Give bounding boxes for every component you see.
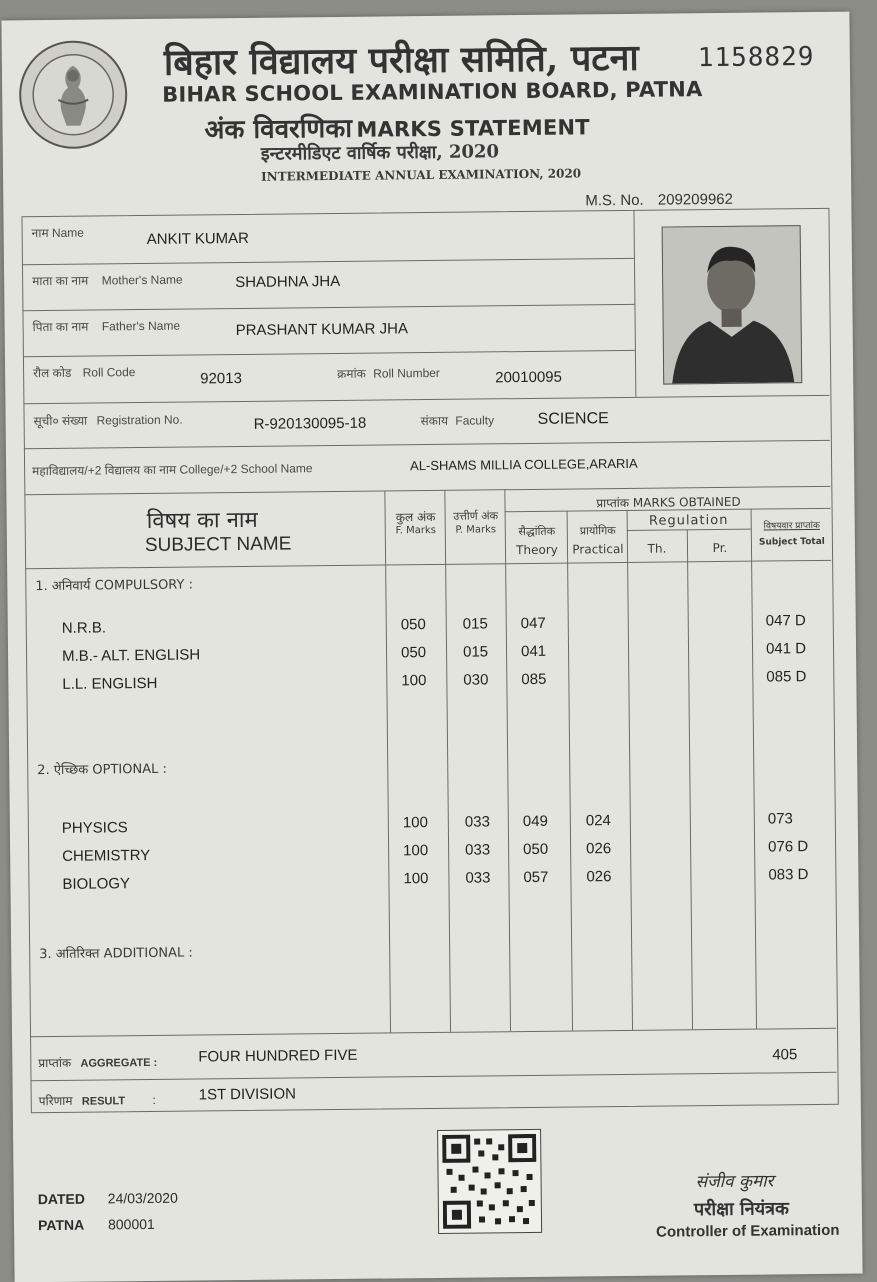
pass-marks-hindi: उत्तीर्ण अंक [453,509,499,523]
issue-date: 24/03/2020 [107,1189,178,1207]
subject-name: BIOLOGY [62,875,131,893]
subject-header-english: SUBJECT NAME [144,533,292,557]
aggregate-label [38,1053,157,1071]
subject-total: 047 D [765,612,806,630]
registration-label [34,411,183,430]
ms-number-label: M.S. No. [585,191,644,210]
optional-section-label: 2. ऐच्छिक OPTIONAL : [37,761,167,779]
marks-statement-sheet [1,12,862,1282]
subject-total: 085 D [766,668,807,686]
theory-marks: 047 [520,614,546,633]
subject-name: N.R.B. [61,619,107,637]
subject-total-hindi: विषयवार प्राप्तांक [763,520,820,532]
subject-total: 041 D [765,640,807,658]
practical-english: Practical [572,541,624,557]
roll-number: 20010095 [495,368,563,387]
roll-number-label [337,364,440,382]
board-name-english: BIHAR SCHOOL EXAMINATION BOARD, PATNA [162,77,703,107]
subject-name: L.L. ENGLISH [62,674,158,693]
pin-code: 800001 [107,1215,155,1233]
faculty: SCIENCE [537,410,609,428]
student-name: ANKIT KUMAR [146,229,250,248]
roll-number-label-english: Roll Number [373,365,440,381]
full-marks: 050 [400,616,426,634]
full-marks-header [387,510,445,539]
father-label-english: Father's Name [101,318,181,334]
full-marks: 100 [403,870,429,888]
dated-block [38,1185,179,1238]
result-colon: : [152,1092,156,1107]
theory-marks: 049 [522,812,548,831]
practical-header [569,522,627,559]
subject-total-english: Subject Total [758,536,825,548]
marks-obtained-header: प्राप्तांक MARKS OBTAINED [596,494,741,511]
ms-number [585,191,733,210]
roll-code-label-english: Roll Code [82,365,136,380]
board-seal-logo [18,39,129,150]
practical-hindi: प्रायोगिक [579,524,616,538]
mother-label-english: Mother's Name [101,272,183,288]
subject-total: 076 D [768,838,809,856]
statement-title-hindi: अंक विवरणिका [204,113,353,146]
mother-label-hindi: माता का नाम [32,273,89,289]
theory-marks: 085 [521,670,547,689]
result-label-english: RESULT [81,1095,126,1108]
theory-hindi: सैद्धांतिक [518,524,556,539]
registration-label-hindi: सूची० संख्या [33,413,88,429]
subject-name: CHEMISTRY [62,846,151,865]
theory-english: Theory [516,542,558,558]
pass-marks-english: P. Marks [455,524,497,536]
dated-label: DATED [37,1190,86,1208]
aggregate-words: FOUR HUNDRED FIVE [198,1046,358,1066]
student-photo [662,225,803,384]
compulsory-section-label: 1. अनिवार्य COMPULSORY : [35,577,194,595]
subject-header-hindi: विषय का नाम [146,507,258,534]
name-label: नाम Name [31,225,85,241]
full-marks: 100 [401,672,427,690]
full-marks: 100 [403,842,429,860]
practical-marks: 024 [585,812,611,830]
subject-name: PHYSICS [61,819,128,837]
mother-name-label [32,271,183,290]
exam-name-hindi: इन्टरमीडिएट वार्षिक परीक्षा, 2020 [260,141,500,165]
registration-number: R-920130095-18 [253,414,367,433]
controller-title-english: Controller of Examination [656,1221,840,1241]
roll-code-label-hindi: रौल कोड [33,365,72,381]
college-name: AL-SHAMS MILLIA COLLEGE,ARARIA [410,455,638,474]
subject-name: M.B.- ALT. ENGLISH [61,646,201,665]
college-label: महाविद्यालय/+2 विद्यालय का नाम College/+2 School Name [32,461,313,479]
aggregate-value: 405 [772,1046,798,1064]
full-marks-english: F. Marks [395,524,437,537]
roll-code: 92013 [200,369,242,388]
practical-marks: 026 [586,840,612,858]
result-value: 1ST DIVISION [198,1085,297,1104]
regulation-practical-header: Pr. [712,540,728,556]
registration-label-english: Registration No. [96,412,183,428]
pass-marks: 030 [463,671,489,689]
place-label: PATNA [37,1216,85,1234]
theory-header [507,523,567,560]
pass-marks: 033 [465,841,491,859]
statement-title-english: MARKS STATEMENT [356,115,590,142]
board-name-hindi: बिहार विद्यालय परीक्षा समिति, पटना [163,36,639,84]
roll-code-label [33,363,135,381]
controller-title-hindi: परीक्षा नियंत्रक [693,1198,789,1221]
subject-total-header [753,518,831,551]
serial-number: 1158829 [697,41,815,74]
aggregate-label-english: AGGREGATE : [80,1056,158,1070]
qr-code [437,1129,542,1234]
full-marks: 100 [402,814,428,832]
pass-marks: 015 [462,615,488,633]
father-label-hindi: पिता का नाम [32,319,89,335]
theory-marks: 050 [523,840,549,859]
pass-marks-header [447,509,505,538]
controller-signature: संजीव कुमार [695,1171,774,1193]
pass-marks: 015 [462,643,489,661]
practical-marks: 026 [586,868,612,886]
subject-total: 073 [767,810,793,828]
full-marks-hindi: कुल अंक [395,509,436,525]
father-name: PRASHANT KUMAR JHA [235,320,409,340]
exam-name-english: INTERMEDIATE ANNUAL EXAMINATION, 2020 [260,166,582,184]
faculty-label-hindi: संकाय [420,413,449,429]
additional-section-label: 3. अतिरिक्त ADDITIONAL : [39,945,193,963]
roll-number-label-hindi: क्रमांक [337,366,366,381]
theory-marks: 041 [520,642,547,661]
mother-name: SHADHNA JHA [235,272,341,292]
pass-marks: 033 [464,813,490,831]
subject-total: 083 D [768,866,809,884]
ms-number-value: 209209962 [657,190,734,209]
result-label-hindi: परिणाम [38,1093,73,1109]
regulation-header: Regulation [648,512,729,529]
aggregate-label-hindi: प्राप्तांक [38,1055,72,1071]
father-name-label [33,317,181,336]
pass-marks: 033 [465,869,491,887]
full-marks: 050 [400,644,427,662]
regulation-theory-header: Th. [647,541,667,556]
result-label [39,1091,156,1109]
theory-marks: 057 [523,868,549,887]
faculty-label-english: Faculty [455,413,495,428]
faculty-label [421,411,495,429]
